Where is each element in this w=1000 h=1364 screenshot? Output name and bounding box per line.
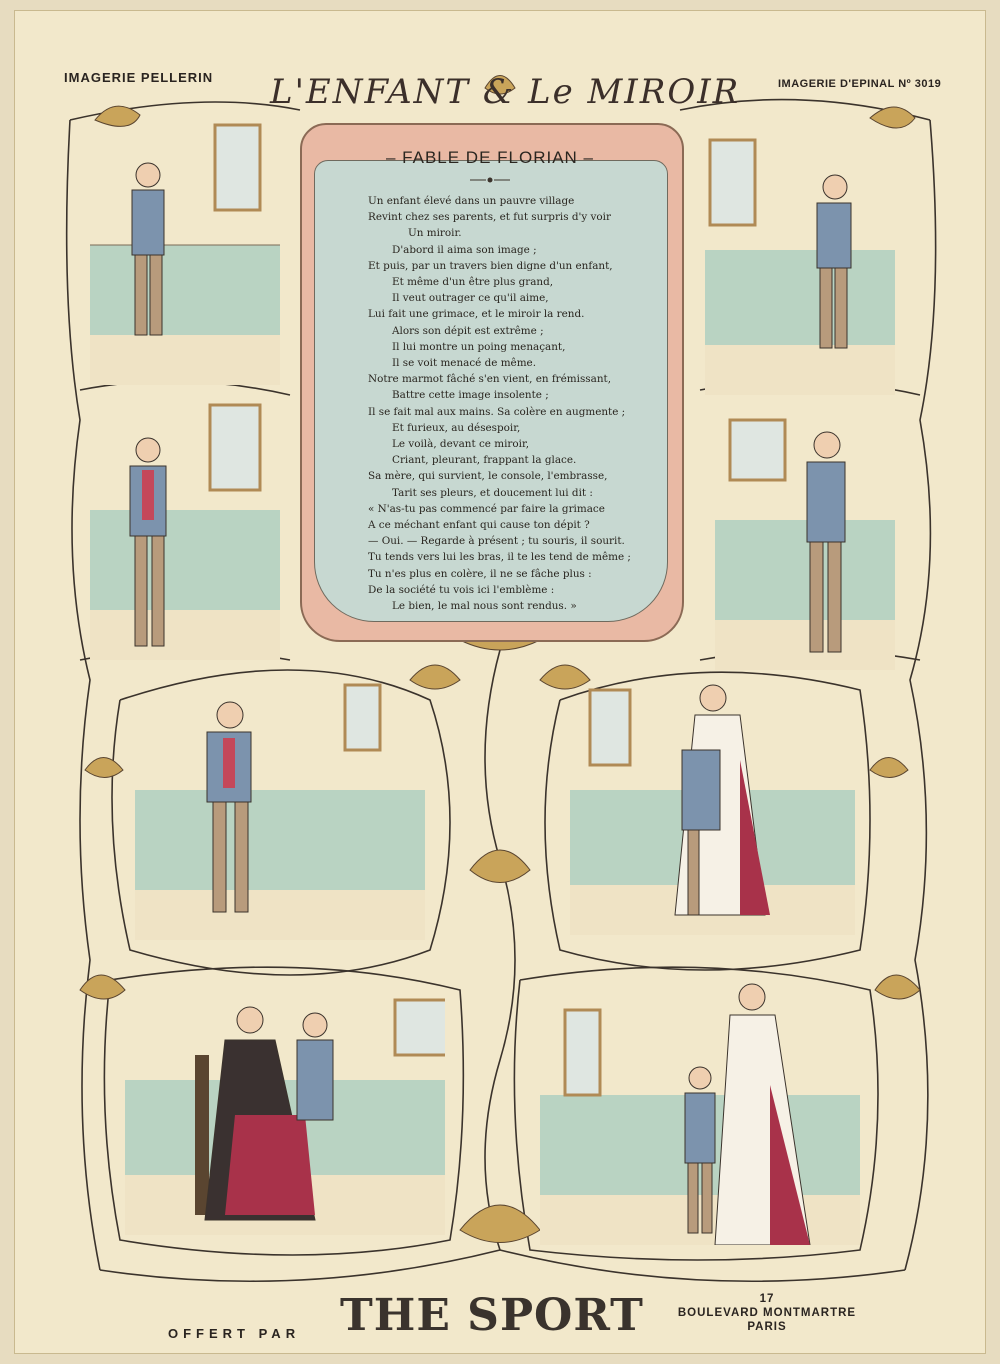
scene-boy-crying (135, 680, 425, 940)
poem-line: D'abord il aima son image ; (392, 243, 537, 256)
publisher-left: IMAGERIE PELLERIN (64, 70, 214, 85)
scene-boy-facing-mirror (90, 115, 280, 385)
poem-line: Tu n'es plus en colère, il ne se fâche plus : (368, 567, 592, 580)
scene-mother-consoles (570, 670, 855, 935)
address-city: PARIS (747, 1321, 787, 1333)
scene-boy-fist (90, 400, 280, 660)
poem-line: A ce méchant enfant qui cause ton dépit ? (368, 519, 590, 532)
poem-line: Le bien, le mal nous sont rendus. » (392, 600, 577, 613)
poem-line: « N'as-tu pas commencé par faire la grimace (368, 502, 605, 515)
poem-line: Revint chez ses parents, et fut surpris d'y voir (368, 211, 611, 224)
poem-line: Un enfant élevé dans un pauvre village (368, 195, 575, 207)
fleuron-icon (468, 175, 512, 185)
footer-address (672, 1292, 862, 1334)
poem-line: Il lui montre un poing menaçant, (392, 340, 566, 353)
poem-line: Tu tends vers lui les bras, il te les tend de même ; (368, 551, 631, 564)
poem-line: Lui fait une grimace, et le miroir la rend. (368, 308, 585, 321)
fable-heading: – FABLE DE FLORIAN – (385, 148, 594, 167)
page-title: L'ENFANT & Le MIROIR (270, 72, 741, 112)
scene-boy-grimace (705, 125, 895, 395)
poem-line: Sa mère, qui survient, le console, l'embrasse, (368, 470, 608, 483)
poem-line: Et puis, par un travers bien digne d'un enfant, (368, 259, 613, 272)
poem-line: Le voilà, devant ce miroir, (392, 438, 530, 451)
poem-line: Il se fait mal aux mains. Sa colère en augmente ; (368, 405, 626, 418)
poem-line: De la société tu vois ici l'emblème : (368, 583, 555, 596)
scene-boy-strikes-mirror (715, 410, 895, 670)
poem-line: Alors son dépit est extrême ; (392, 324, 544, 337)
poem-line: Criant, pleurant, frappant la glace. (392, 454, 577, 467)
publisher-right: IMAGERIE D'EPINAL Nº 3019 (778, 78, 942, 90)
poem-line: Un miroir. (408, 227, 462, 240)
poem-line: Tarit ses pleurs, et doucement lui dit : (392, 486, 593, 499)
poem-line: Notre marmot fâché s'en vient, en frémissant, (368, 373, 612, 386)
poem-line: Il veut outrager ce qu'il aime, (392, 292, 549, 305)
footer-brand: THE SPORT (340, 1290, 644, 1341)
address-street: BOULEVARD MONTMARTRE (677, 1307, 857, 1319)
poem-line: Battre cette image insolente ; (392, 389, 549, 402)
poem-line: Et même d'un être plus grand, (392, 276, 554, 289)
poem-line: — Oui. — Regarde à présent ; tu souris, il sourit. (368, 535, 625, 548)
fable-poem (368, 193, 668, 614)
footer-offert: OFFERT PAR (168, 1326, 301, 1341)
poem-line: Et furieux, au désespoir, (392, 421, 521, 434)
poem-line: Il se voit menacé de même. (392, 357, 537, 370)
scene-reconciliation (540, 975, 860, 1245)
scene-mother-seated (125, 985, 445, 1235)
address-number: 17 (759, 1293, 775, 1305)
